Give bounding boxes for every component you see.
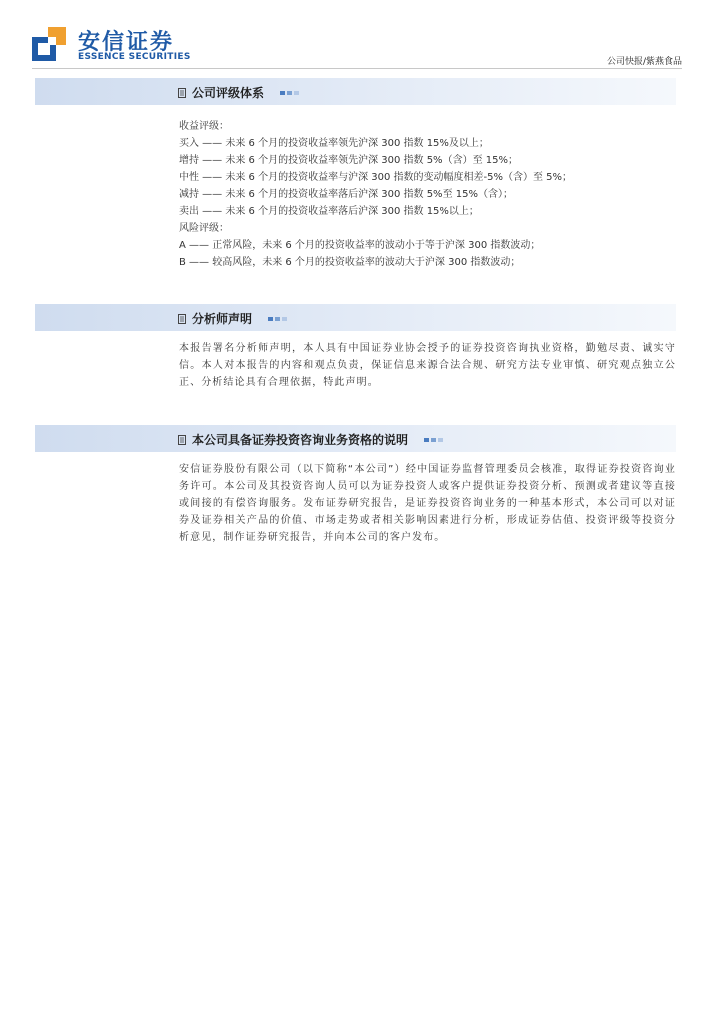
rating-line: 卖出 —— 未来 6 个月的投资收益率落后沪深 300 指数 15%以上； <box>179 206 479 217</box>
decor-dots-icon <box>268 317 287 321</box>
logo-text-cn: 安信证券 <box>78 30 175 55</box>
logo-text-en: ESSENCE SECURITIES <box>78 52 191 62</box>
section-header-qualification <box>35 425 676 452</box>
rating-definitions <box>179 118 676 271</box>
qualification-text <box>179 461 676 546</box>
report-type-label: 公司快报/紫燕食品 <box>606 57 682 67</box>
paragraph: 本报告署名分析师声明，本人具有中国证券业协会授予的证券投资咨询执业资格，勤勉尽责、诚实守信。本人对本报告的内容和观点负责，保证信息来源合法合规、研究方法专业审慎、研究观点独立公正、分析结论具有合理依据，特此声明。 <box>179 343 676 388</box>
analyst-statement-text <box>179 340 676 391</box>
rating-line: 减持 —— 未来 6 个月的投资收益率落后沪深 300 指数 5%至 15%（含）； <box>179 189 513 200</box>
section-title-wrap <box>178 431 443 448</box>
section-title: 公司评级体系 <box>192 86 265 100</box>
decor-dots-icon <box>280 91 299 95</box>
rating-line: 买入 —— 未来 6 个月的投资收益率领先沪深 300 指数 15%及以上； <box>179 138 489 149</box>
rating-line: 增持 —— 未来 6 个月的投资收益率领先沪深 300 指数 5%（含）至 15%； <box>179 155 518 166</box>
rating-line: B —— 较高风险，未来 6 个月的投资收益率的波动大于沪深 300 指数波动； <box>179 257 521 268</box>
section-title-wrap <box>178 310 287 327</box>
paragraph: 安信证券股份有限公司（以下简称“本公司”）经中国证券监督管理委员会核准，取得证券投资咨询业务许可。本公司及其投资咨询人员可以为证券投资人或客户提供证券投资分析、预测或者建议等直接或间接的有偿咨询服务。发布证券研究报告，是证券投资咨询业务的一种基本形式，本公司可以对证券及证券相关产品的价值、市场走势或者相关影响因素进行分析，形成证券估值、投资评级等投资分析意见，制作证券研究报告，并向本公司的客户发布。 <box>179 464 676 543</box>
rating-line: 风险评级： <box>179 223 229 234</box>
logo-mark-icon <box>32 27 68 63</box>
decor-dots-icon <box>424 438 443 442</box>
header-divider <box>32 68 682 69</box>
section-title: 分析师声明 <box>192 312 253 326</box>
document-icon <box>178 435 186 445</box>
section-header-analyst-statement <box>35 304 676 331</box>
rating-line: 中性 —— 未来 6 个月的投资收益率与沪深 300 指数的变动幅度相差-5%（含）至 5%； <box>179 172 573 183</box>
document-icon <box>178 314 186 324</box>
section-title: 本公司具备证券投资咨询业务资格的说明 <box>192 433 409 447</box>
rating-line: 收益评级： <box>179 121 229 132</box>
section-header-rating-system <box>35 78 676 105</box>
section-title-wrap <box>178 84 299 101</box>
document-icon <box>178 88 186 98</box>
rating-line: A —— 正常风险，未来 6 个月的投资收益率的波动小于等于沪深 300 指数波动； <box>179 240 541 251</box>
